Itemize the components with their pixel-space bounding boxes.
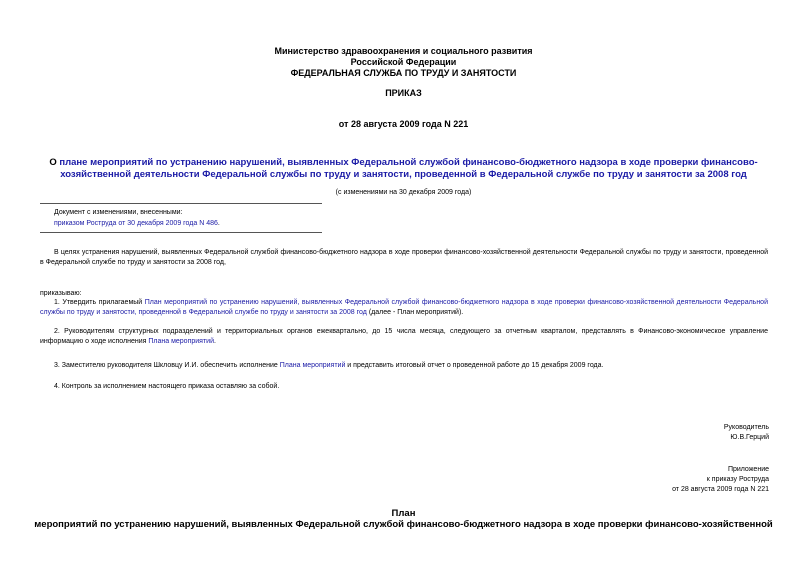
appendix-line-2: к приказу Роструда: [706, 476, 769, 483]
service-name: ФЕДЕРАЛЬНАЯ СЛУЖБА ПО ТРУДУ И ЗАНЯТОСТИ: [290, 68, 517, 78]
item-1-prefix: 1. Утвердить прилагаемый: [54, 299, 145, 306]
item-2: [40, 327, 768, 347]
changes-box-label: Документ с изменениями, внесенными:: [54, 209, 183, 216]
item-3-link[interactable]: Плана мероприятий: [279, 362, 346, 369]
ministry-line-2: Российской Федерации: [350, 57, 457, 67]
item-3-suffix: и представить итоговый отчет о проведенной работе до 15 декабря 2009 года.: [345, 362, 604, 369]
document-type: ПРИКАЗ: [385, 88, 422, 98]
document-date-number: от 28 августа 2009 года N 221: [338, 119, 469, 129]
item-2-link[interactable]: Плана мероприятий: [148, 338, 214, 345]
item-1-link[interactable]: План мероприятий по устранению нарушений, выявленных Федеральной службой финансово-бюджетного надзора в ходе проверки финансово-хозяйственной деятельности Федеральной службы по труду и занятости, проведенной в Федеральной службе по труду и занятости за 2008 год: [40, 299, 768, 316]
appendix-line-3: от 28 августа 2009 года N 221: [672, 486, 769, 493]
item-2-suffix: .: [213, 338, 216, 345]
title-link[interactable]: плане мероприятий по устранению нарушений, выявленных Федеральной службой финансово-бюджетного надзора в ходе проверки финансово-хозяйственной деятельности Федеральной службы по труду и занятости, проведенной в Федеральной службе по труду и занятости за 2008 год: [59, 157, 758, 180]
changes-box-suffix: .: [217, 220, 220, 227]
signature-position: Руководитель: [723, 424, 769, 431]
preamble: В целях устранения нарушений, выявленных Федеральной службой финансово-бюджетного надзора в ходе проверки финансово-хозяйственной деятельности Федеральной службы по труду и занятости, проведенной в Федеральной службе по труду и занятости за 2008 год,: [40, 249, 768, 266]
signature-name: Ю.В.Герций: [730, 434, 769, 441]
appendix-line-1: Приложение: [727, 466, 769, 473]
item-1-suffix: (далее - План мероприятий).: [366, 309, 464, 316]
item-3-prefix: 3. Заместителю руководителя Шкловцу И.И. обеспечить исполнение: [54, 362, 280, 369]
changes-box-link[interactable]: приказом Роструда от 30 декабря 2009 года N 486: [54, 220, 218, 227]
order-word: приказываю:: [40, 290, 82, 297]
changes-box-top-rule: [40, 203, 322, 204]
amendment-note: (с изменениями на 30 декабря 2009 года): [335, 189, 472, 196]
title-prefix: О: [49, 157, 60, 168]
plan-heading: План: [391, 508, 416, 519]
document-title: [30, 157, 777, 181]
changes-box-bottom-rule: [40, 232, 322, 233]
item-1: [40, 298, 768, 318]
plan-subheading: мероприятий по устранению нарушений, выявленных Федеральной службой финансово-бюджетного надзора в ходе проверки финансово-хозяйственной: [34, 519, 773, 530]
item-2-text: 2. Руководителям структурных подразделений и территориальных органов ежеквартально, до 15 числа месяца, следующего за отчетным кварталом, представлять в Финансово-экономическое управление информацию о ходе исполнения: [40, 328, 768, 345]
changes-box-entry: [54, 219, 220, 228]
ministry-line-1: Министерство здравоохранения и социального развития: [274, 46, 533, 56]
item-4: 4. Контроль за исполнением настоящего приказа оставляю за собой.: [54, 383, 280, 390]
item-3: [40, 361, 768, 371]
